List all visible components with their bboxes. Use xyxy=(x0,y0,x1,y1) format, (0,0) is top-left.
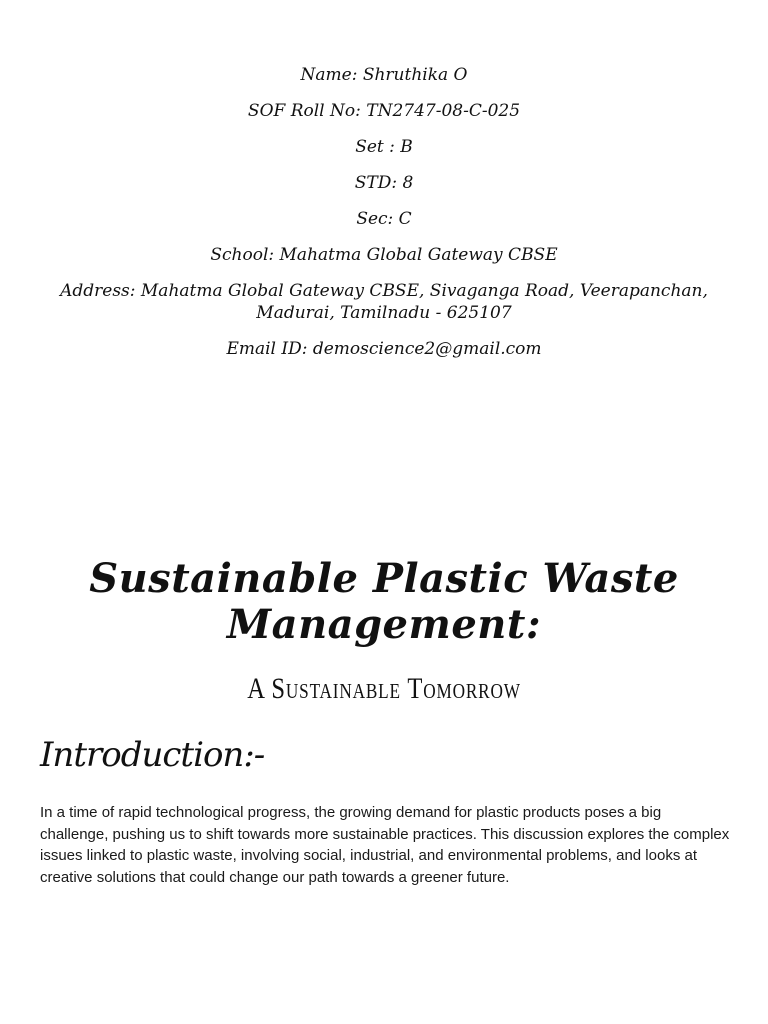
roll-number: SOF Roll No: TN2747-08-C-025 xyxy=(247,101,521,121)
school-name: School: Mahatma Global Gateway CBSE xyxy=(210,245,558,265)
section-value: Sec: C xyxy=(356,209,412,229)
document-title: Sustainable Plastic Waste Management: xyxy=(89,555,679,648)
document-subtitle: A Sustainable Tomorrow xyxy=(247,672,521,705)
introduction-heading-text: Introduction:- xyxy=(40,735,265,775)
std-value: STD: 8 xyxy=(354,173,414,193)
email-id: Email ID: demoscience2@gmail.com xyxy=(226,339,542,359)
introduction-paragraph: In a time of rapid technological progress, the growing demand for plastic products poses a big challenge, pushing us to shift towards more sustainable practices. This discussion explores the complex issues linked to plastic waste, involving social, industrial, and environmental problems, and looks at creative solutions that could change our path towards a greener future. xyxy=(40,804,730,886)
address: Address: Mahatma Global Gateway CBSE, Sivaganga Road, Veerapanchan, Madurai, Tamilnadu - 625107 xyxy=(60,281,708,323)
student-name: Name: Shruthika O xyxy=(300,65,468,85)
set-value: Set : B xyxy=(355,137,413,157)
student-info-block xyxy=(30,64,738,374)
introduction-heading xyxy=(40,732,264,778)
